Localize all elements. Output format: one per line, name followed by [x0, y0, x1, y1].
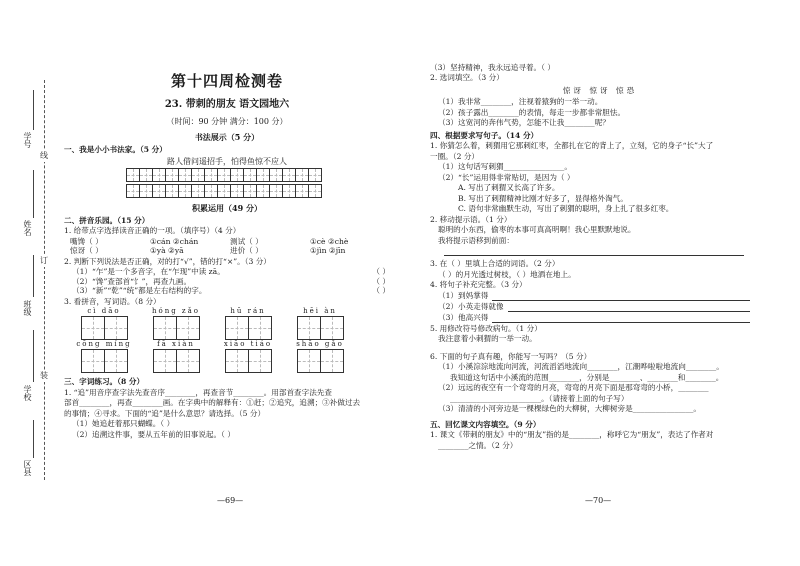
- answer-paren[interactable]: （ ）: [372, 267, 390, 277]
- label-class: 班级: [23, 300, 32, 316]
- r4-2-instruction: 我将提示语移到前面：: [438, 235, 514, 245]
- q3-sentence: （1）她追赶着那只蝴蝶。（ ）: [72, 419, 175, 429]
- pinyin-item: hū rán: [214, 307, 282, 340]
- school-field[interactable]: [33, 330, 34, 382]
- binding-margin: [0, 40, 60, 490]
- r4-2-sentence: 聪明的小东西，偷枣的本事可真高明啊！我心里默默地说。: [438, 225, 636, 235]
- q3-paragraph: 的事情；④寻求。下面的“追”是什么意思？请选择。（5 分）: [64, 408, 266, 418]
- r4-4-prompt: 4. 将句子补充完整。（3 分）: [430, 280, 527, 290]
- q3-heading: 三、字词练习。（8 分）: [64, 377, 145, 387]
- r4-1-option: C. 语句非常幽默生动，写出了刺猬的聪明，身上扎了很多红枣。: [458, 204, 674, 214]
- r4-4-item: （3）他高兴得: [430, 313, 770, 323]
- r6-text: （1）小溪淙淙地流向河流，河流滔滔地流向________，江潮哗啦啦地流向________。: [438, 362, 724, 372]
- r4-3-prompt: 3. 在（ ）里填上合适的词语。（2 分）: [430, 259, 560, 269]
- pinyin-item: fā xiàn: [142, 340, 210, 373]
- pinyin-item: cōng míng: [70, 340, 138, 373]
- answer-line[interactable]: [444, 246, 744, 256]
- r4-4-item: （2）小英走得就像: [430, 302, 770, 312]
- option-cell: ①cè ②chè: [310, 236, 349, 246]
- answer-boxes[interactable]: [142, 349, 210, 373]
- r2-word-bank: 惊讶 惊讶 惊恐: [562, 85, 638, 95]
- q2-1-options: [64, 237, 390, 256]
- answer-boxes[interactable]: [214, 316, 282, 340]
- r5-text: 1. 课文《带刺的朋友》中的“朋友”指的是________，称呼它为“朋友”，表达了作者对: [430, 430, 714, 440]
- answer-paren[interactable]: （ ）: [372, 286, 390, 296]
- option-cell[interactable]: 惊讶（ ）: [70, 246, 103, 256]
- cut-mark-line: 线: [40, 151, 48, 160]
- r4-1-text: 一圈。（2 分）: [430, 151, 480, 161]
- q1-heading: 一、我是小小书法家。（5 分）: [64, 145, 167, 155]
- answer-line[interactable]: [492, 313, 750, 323]
- r4-4-item: （1）到妈掌得: [430, 291, 770, 301]
- q3-sentence: （2）追溯这件事，要从五年前的旧事说起。（ ）: [72, 429, 235, 439]
- answer-boxes[interactable]: [70, 316, 138, 340]
- writing-grid-row-1[interactable]: [126, 168, 390, 182]
- r4-5-sentence: 我注意着小刺猬的一举一动。: [438, 334, 537, 344]
- label-school: 学校: [23, 385, 32, 401]
- exam-meta: （时间：90 分钟 满分：100 分）: [166, 117, 288, 127]
- label-student-id: 学号: [23, 132, 32, 148]
- class-field[interactable]: [33, 255, 34, 297]
- r4-1-text: 1. 你猜怎么着，刺猬用它那刺红枣，全都扎在它的背上了，立刻，它的身子“长”大了: [430, 141, 714, 151]
- r4-1-option: A. 写出了刺猬又长高了许多。: [458, 183, 560, 193]
- district-field[interactable]: [33, 420, 34, 458]
- option-cell: ①yà ②yā: [150, 246, 184, 256]
- r2-prompt: 2. 选词填空。（3 分）: [430, 73, 504, 83]
- pinyin-item: xiāo tiáo: [214, 340, 282, 373]
- r4-heading: 四、根据要求写句子。（14 分）: [430, 130, 539, 140]
- q2-2-item: （3）“新”“乾”“统”都是左右结构的字。 （ ）: [72, 286, 390, 296]
- answer-paren[interactable]: （ ）: [372, 276, 390, 286]
- answer-boxes[interactable]: [142, 316, 210, 340]
- page-number-right: —70—: [585, 496, 612, 505]
- r4-1-option: B. 写出了刺猬精神比刚才好多了，显得格外淘气。: [458, 193, 628, 203]
- cut-mark-order: 订: [40, 256, 48, 265]
- r6-text: ________________________。（请接着上面的句子写）: [450, 393, 629, 403]
- answer-boxes[interactable]: [286, 316, 354, 340]
- writing-grid-row-2[interactable]: [126, 184, 390, 198]
- r4-3-sentence: （ ）的月光透过树枝，（ ）地洒在地上。: [438, 269, 576, 279]
- q2-2-item: （1）“乍”是一个多音字，在“乍现”中读 zā。 （ ）: [72, 267, 390, 277]
- section-accumulate: 积累运用（49 分）: [192, 202, 262, 213]
- r2-item: （3）这宽河的奔伟气势，怎能不让我________呢？: [438, 118, 610, 128]
- r2-item: （2）孩子露出________的表情，每走一步都非常胆怯。: [438, 107, 626, 117]
- q3-paragraph: 1. “追”用音序查字法先查音序________，再查音节________。用部首查字法先查: [64, 387, 333, 397]
- page-title: 第十四周检测卷: [170, 72, 283, 90]
- cut-mark-bind: 装: [40, 371, 48, 380]
- label-name: 姓名: [23, 220, 32, 236]
- r6-text: 我知道这句话中小溪流的范围________，分别是________、________和________。: [450, 372, 724, 382]
- pinyin-item: hēi àn: [286, 307, 354, 340]
- r5-text: ________之情。（2 分）: [438, 440, 518, 450]
- right-page: [430, 62, 770, 451]
- answer-boxes[interactable]: [214, 349, 282, 373]
- q2-3-prompt: 3. 看拼音，写词语。（8 分）: [64, 296, 161, 306]
- option-cell[interactable]: 进价（ ）: [230, 246, 263, 256]
- r-continued-line: （3）坚持精神，我永远追寻着。（ ）: [430, 63, 555, 72]
- option-cell[interactable]: 嘴馋（ ）: [70, 236, 103, 246]
- r6-prompt: 6. 下面的句子真有趣，你能写一写吗？（5 分）: [430, 351, 592, 361]
- pinyin-writing-area: [64, 307, 390, 373]
- label-district: 区县: [23, 460, 32, 476]
- r4-2-prompt: 2. 移动提示语。（1 分）: [430, 214, 512, 224]
- lesson-title: 23. 带刺的朋友 语文园地六: [164, 98, 290, 110]
- q2-2-prompt: 2. 判断下列说法是否正确，对的打“√”，错的打“×”。（3 分）: [64, 256, 271, 266]
- answer-boxes[interactable]: [286, 349, 354, 373]
- r4-1-item: （2）“长”运用得非常贴切，是因为（ ）: [438, 172, 575, 182]
- r4-1-item: （1）这句话写刺猬________________。: [438, 162, 572, 172]
- left-page: [64, 62, 390, 440]
- name-field[interactable]: [33, 170, 34, 218]
- q2-1-prompt: 1. 给带点字选择读音正确的一项。（填序号）（4 分）: [64, 226, 241, 236]
- r4-5-prompt: 5. 用修改符号修改病句。（1 分）: [430, 323, 542, 333]
- answer-line[interactable]: [492, 291, 750, 301]
- r5-heading: 五、回忆课文内容填空。（9 分）: [430, 419, 541, 429]
- q2-2-item: （2）“馋”查部首“饣”，再查九画。 （ ）: [72, 276, 390, 286]
- option-cell[interactable]: 测试（ ）: [230, 236, 263, 246]
- answer-boxes[interactable]: [70, 349, 138, 373]
- page-number-left: —69—: [217, 496, 244, 505]
- binding-dashed-line: [44, 80, 45, 480]
- q1-copy-sentence: 路人借问遥招手，怕得鱼惊不应人: [167, 156, 287, 166]
- r6-text: （2）远远的夜空有一个弯弯的月亮，弯弯的月亮下面是那弯弯的小桥，________: [438, 383, 709, 393]
- option-cell: ①jìn ②jīn: [310, 246, 346, 256]
- pinyin-item: hóng zǎo: [142, 307, 210, 340]
- student-id-field[interactable]: [33, 90, 34, 130]
- pinyin-item: shāo gǎo: [286, 340, 354, 373]
- q3-paragraph: 部首________，再查________画。在字典中的解释有：①赶；②追究，追溯；③补做过去: [64, 398, 361, 408]
- section-handwriting: 书法展示（5 分）: [194, 132, 260, 143]
- r6-text: （3）清清的小河旁边是一棵棵绿色的大柳树，大柳树旁是________________。: [438, 404, 702, 414]
- answer-line[interactable]: [508, 302, 750, 312]
- option-cell: ①cán ②chán: [150, 236, 199, 246]
- pinyin-item: cì dāo: [70, 307, 138, 340]
- q2-heading: 二、拼音乐园。（15 分）: [64, 215, 150, 225]
- r2-item: （1）我非常________，注视着猿狗的一举一动。: [438, 97, 603, 107]
